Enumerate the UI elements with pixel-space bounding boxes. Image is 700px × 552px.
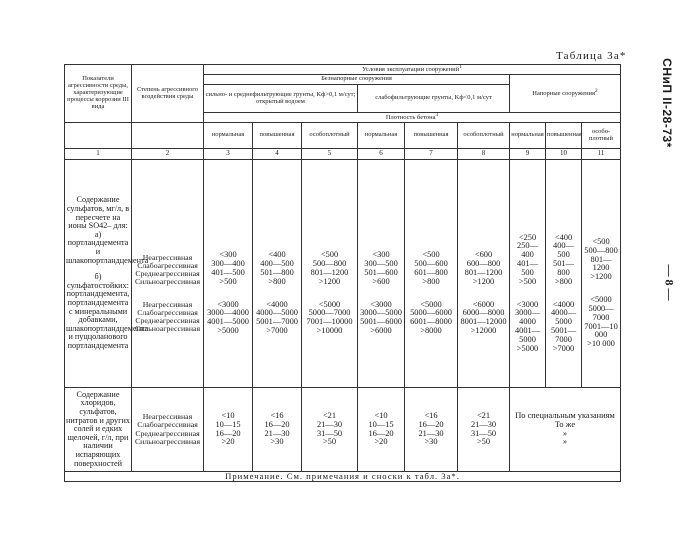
value-cell: 501—800 bbox=[553, 259, 574, 277]
value-cell: >800 bbox=[422, 276, 440, 286]
header-low-filter: слабофильтрующие грунты, Kф<0,1 м/сут bbox=[358, 85, 510, 113]
value-cell: <400 bbox=[268, 250, 286, 260]
value-cell: <500 bbox=[320, 250, 339, 260]
chloride-indicator: Содержание хлоридов, сульфатов, нитратов и других солей и едких щелочей, г/л, при наличии испаряющих поверхностей bbox=[65, 388, 132, 472]
page-number-text: — 8 — bbox=[662, 264, 677, 300]
density-header: особоплотный bbox=[302, 123, 358, 149]
value-cell: 801—1200 bbox=[590, 254, 612, 273]
value-cell: >500 bbox=[219, 276, 237, 286]
degree-label: Среднеагрессивная bbox=[135, 269, 200, 279]
value-cell: 801—1200 bbox=[464, 267, 503, 277]
table-row bbox=[65, 388, 621, 472]
density-header: особоплотный bbox=[458, 123, 510, 149]
resistant-label: б) сульфатостойких: портландцемента, портландцемента с минеральными добавками, шлакопортландцемента и пуццоланового портландцемента bbox=[66, 272, 149, 351]
value-cell: 31—50 bbox=[470, 428, 497, 438]
value-cell: >20 bbox=[374, 437, 388, 447]
value-cell: <250 bbox=[518, 232, 537, 242]
value-cell: <21 bbox=[476, 410, 491, 420]
value-cell: 4001—5000 bbox=[514, 325, 541, 344]
page-number bbox=[662, 262, 676, 302]
value-cell: <10 bbox=[221, 410, 235, 420]
value-cell: <500 bbox=[592, 237, 610, 247]
value-cell: 500—800 bbox=[312, 259, 347, 269]
column-number: 5 bbox=[302, 149, 358, 160]
value-cell: <3000 bbox=[516, 299, 539, 309]
header-conditions: Условия эксплуатации сооружений$^1$ bbox=[204, 65, 621, 75]
value-cell: >10 000 bbox=[587, 339, 615, 349]
value-cell: >30 bbox=[270, 437, 284, 447]
value-cell: 3000—5000 bbox=[360, 308, 402, 318]
value-cell: <4000 bbox=[552, 299, 575, 309]
value-cell: <400 bbox=[554, 232, 573, 242]
density-header: нормальная bbox=[510, 123, 546, 149]
sulfate-values-col9 bbox=[510, 160, 546, 388]
value-cell: 4000—5000 bbox=[256, 308, 298, 318]
chloride-values-col4 bbox=[253, 388, 302, 472]
header-density: Плотность бетона$^3$ bbox=[204, 113, 621, 123]
value-cell: 601—800 bbox=[414, 267, 448, 277]
value-cell: >1200 bbox=[472, 276, 495, 286]
density-header: нормальная bbox=[358, 123, 405, 149]
value-cell: 16—20 bbox=[418, 419, 444, 429]
chloride-pressure-note bbox=[510, 388, 621, 472]
column-number: 9 bbox=[510, 149, 546, 160]
value-cell: >7000 bbox=[552, 343, 575, 353]
value-cell: <5000 bbox=[420, 299, 442, 309]
value-cell: 6001—8000 bbox=[410, 317, 452, 327]
value-cell: 5001—7000 bbox=[550, 325, 577, 344]
value-cell: >800 bbox=[268, 276, 286, 286]
degree-label: Среднеагрессивная bbox=[135, 315, 200, 325]
value-cell: >50 bbox=[322, 437, 337, 447]
chloride-values-col6 bbox=[358, 388, 405, 472]
density-header: нормальная bbox=[204, 123, 253, 149]
table-caption: Таблица 3а* bbox=[556, 50, 627, 62]
degree-label: Слабоагрессивная bbox=[137, 420, 198, 430]
chloride-values-col8 bbox=[458, 388, 510, 472]
ditto-mark: » bbox=[562, 428, 568, 438]
value-cell: >30 bbox=[424, 437, 438, 447]
value-cell: 5000—7000 bbox=[308, 308, 351, 318]
value-cell: 21—30 bbox=[418, 428, 444, 438]
value-cell: 7001—10 000 bbox=[584, 321, 618, 340]
column-number: 11 bbox=[582, 149, 621, 160]
value-cell: 16—20 bbox=[368, 428, 394, 438]
value-cell: >10000 bbox=[316, 325, 343, 335]
sulfate-values-col11 bbox=[582, 160, 621, 388]
chloride-values-col5 bbox=[302, 388, 358, 472]
value-cell: >20 bbox=[221, 437, 235, 447]
ditto-mark: » bbox=[562, 437, 568, 447]
value-cell: 600—800 bbox=[466, 259, 501, 269]
value-cell: <5000 bbox=[318, 299, 341, 309]
column-number: 3 bbox=[204, 149, 253, 160]
value-cell: 21—30 bbox=[470, 419, 497, 429]
degree-label: Сильноагрессивная bbox=[134, 324, 201, 334]
value-cell: <16 bbox=[270, 410, 284, 420]
sulfate-indicator-head: Содержание сульфатов, мг/л, в пересчете на ионы SO42– для: bbox=[66, 195, 130, 231]
sulfate-degrees bbox=[132, 160, 204, 388]
degree-label: Неагрессивная bbox=[142, 299, 193, 309]
degree-label: Неагрессивная bbox=[142, 252, 193, 262]
value-cell: 5001—7000 bbox=[256, 317, 298, 327]
density-header: повышенная bbox=[253, 123, 302, 149]
value-cell: 10—15 bbox=[368, 419, 394, 429]
value-cell: 400—500 bbox=[553, 241, 574, 260]
sulfate-values-col5 bbox=[302, 160, 358, 388]
header-degree: Степень агрессивного воздействия среды bbox=[132, 65, 204, 123]
value-cell: >1200 bbox=[590, 272, 612, 282]
value-cell: >12000 bbox=[470, 325, 497, 335]
density-header: особо-плотный bbox=[582, 123, 621, 149]
sulfate-values-col4 bbox=[253, 160, 302, 388]
value-cell: 3000—4000 bbox=[207, 308, 249, 318]
document-code bbox=[658, 48, 676, 158]
sulfate-values-col8 bbox=[458, 160, 510, 388]
sulfate-indicator bbox=[65, 160, 149, 388]
value-cell: 31—50 bbox=[316, 428, 343, 438]
value-cell: 501—600 bbox=[364, 267, 398, 277]
sulfate-values-col3 bbox=[204, 160, 253, 388]
value-cell: 6000—8000 bbox=[462, 308, 505, 318]
value-cell: 10—15 bbox=[215, 419, 241, 429]
degree-label: Слабоагрессивная bbox=[137, 307, 198, 317]
value-cell: 250—400 bbox=[517, 241, 538, 260]
value-cell: <3000 bbox=[370, 299, 392, 309]
sulfate-values-col10 bbox=[546, 160, 582, 388]
value-cell: 5001—6000 bbox=[360, 317, 402, 327]
value-cell: >50 bbox=[476, 437, 491, 447]
value-cell: >800 bbox=[554, 276, 573, 286]
value-cell: 500—800 bbox=[584, 245, 618, 255]
value-cell: <10 bbox=[374, 410, 388, 420]
density-header: повышенная bbox=[405, 123, 458, 149]
document-code-text: СНиП II-28-73* bbox=[660, 58, 675, 148]
value-cell: 401—500 bbox=[517, 259, 538, 277]
header-non-pressure: Безнапорные сооружения bbox=[204, 75, 510, 85]
header-high-filter: сильно- и среднефильтрующие грунты, Kф>0,1 м/сут; открытый водоем bbox=[204, 85, 358, 113]
header-pressure: Напорные сооружения$^2$ bbox=[510, 75, 621, 113]
column-number: 2 bbox=[132, 149, 204, 160]
degree-label: Неагрессивная bbox=[142, 412, 193, 422]
aggressiveness-table bbox=[64, 64, 621, 482]
value-cell: >5000 bbox=[516, 343, 539, 353]
value-cell: 16—20 bbox=[215, 428, 241, 438]
value-cell: >7000 bbox=[266, 325, 288, 335]
value-cell: 300—400 bbox=[211, 259, 245, 269]
value-cell: <300 bbox=[219, 250, 237, 260]
value-cell: 300—500 bbox=[364, 259, 398, 269]
value-cell: <4000 bbox=[266, 299, 288, 309]
column-number: 6 bbox=[358, 149, 405, 160]
chloride-values-col3 bbox=[204, 388, 253, 472]
density-header: повышенная bbox=[546, 123, 582, 149]
value-cell: <300 bbox=[372, 250, 390, 260]
same-as-above: То же bbox=[554, 419, 576, 429]
value-cell: 801—1200 bbox=[310, 267, 349, 277]
special-instructions: По специальным указаниям bbox=[515, 410, 615, 420]
header-density-text: Плотность бетона bbox=[385, 114, 436, 122]
header-pressure-text: Напорные сооружения bbox=[532, 90, 596, 98]
value-cell: >6000 bbox=[370, 325, 392, 335]
table-row bbox=[65, 160, 621, 388]
table-note bbox=[65, 472, 621, 482]
column-number: 8 bbox=[458, 149, 510, 160]
degree-label: Сильноагрессивная bbox=[134, 277, 201, 287]
column-number: 10 bbox=[546, 149, 582, 160]
sulfate-values-col7 bbox=[405, 160, 458, 388]
header-conditions-text: Условия эксплуатации сооружений bbox=[362, 66, 460, 74]
value-cell: 5000—6000 bbox=[410, 308, 452, 318]
value-cell: <600 bbox=[474, 250, 493, 260]
value-cell: 501—800 bbox=[260, 267, 294, 277]
table-note-text: Примечание. См. примечания и сноски к табл. 3а*. bbox=[225, 471, 460, 481]
value-cell: <500 bbox=[422, 250, 440, 260]
header-indicator: Показатели агрессивности среды, характеризующие процессы коррозии III вида bbox=[65, 65, 132, 123]
value-cell: 3000—4000 bbox=[514, 308, 541, 327]
value-cell: 500—600 bbox=[414, 259, 448, 269]
value-cell: <16 bbox=[424, 410, 438, 420]
value-cell: 7001—10000 bbox=[306, 317, 353, 327]
degree-label: Среднеагрессивная bbox=[135, 428, 200, 438]
sulfate-values-col6 bbox=[358, 160, 405, 388]
chloride-values-col7 bbox=[405, 388, 458, 472]
value-cell: 4001—5000 bbox=[207, 317, 249, 327]
column-number: 4 bbox=[253, 149, 302, 160]
value-cell: >5000 bbox=[217, 325, 239, 335]
value-cell: <21 bbox=[322, 410, 337, 420]
value-cell: <3000 bbox=[217, 299, 239, 309]
portland-label: а) портландцемента и шлакопортландцемента bbox=[66, 229, 149, 265]
chloride-degrees bbox=[132, 388, 204, 472]
value-cell: >500 bbox=[518, 276, 537, 286]
value-cell: >1200 bbox=[318, 276, 341, 286]
value-cell: 16—20 bbox=[264, 419, 290, 429]
value-cell: <5000 bbox=[590, 295, 612, 305]
value-cell: 400—500 bbox=[260, 259, 294, 269]
column-number: 7 bbox=[405, 149, 458, 160]
value-cell: >8000 bbox=[420, 325, 442, 335]
value-cell: 21—30 bbox=[264, 428, 290, 438]
value-cell: 401—500 bbox=[211, 267, 245, 277]
value-cell: 21—30 bbox=[316, 419, 343, 429]
column-number: 1 bbox=[65, 149, 132, 160]
degree-label: Слабоагрессивная bbox=[137, 260, 198, 270]
value-cell: <6000 bbox=[472, 299, 495, 309]
value-cell: 4000—5000 bbox=[550, 308, 577, 327]
value-cell: 5000—7000 bbox=[588, 303, 614, 322]
degree-label: Сильноагрессивная bbox=[134, 436, 201, 446]
value-cell: 8001—12000 bbox=[460, 317, 507, 327]
value-cell: >600 bbox=[372, 276, 390, 286]
